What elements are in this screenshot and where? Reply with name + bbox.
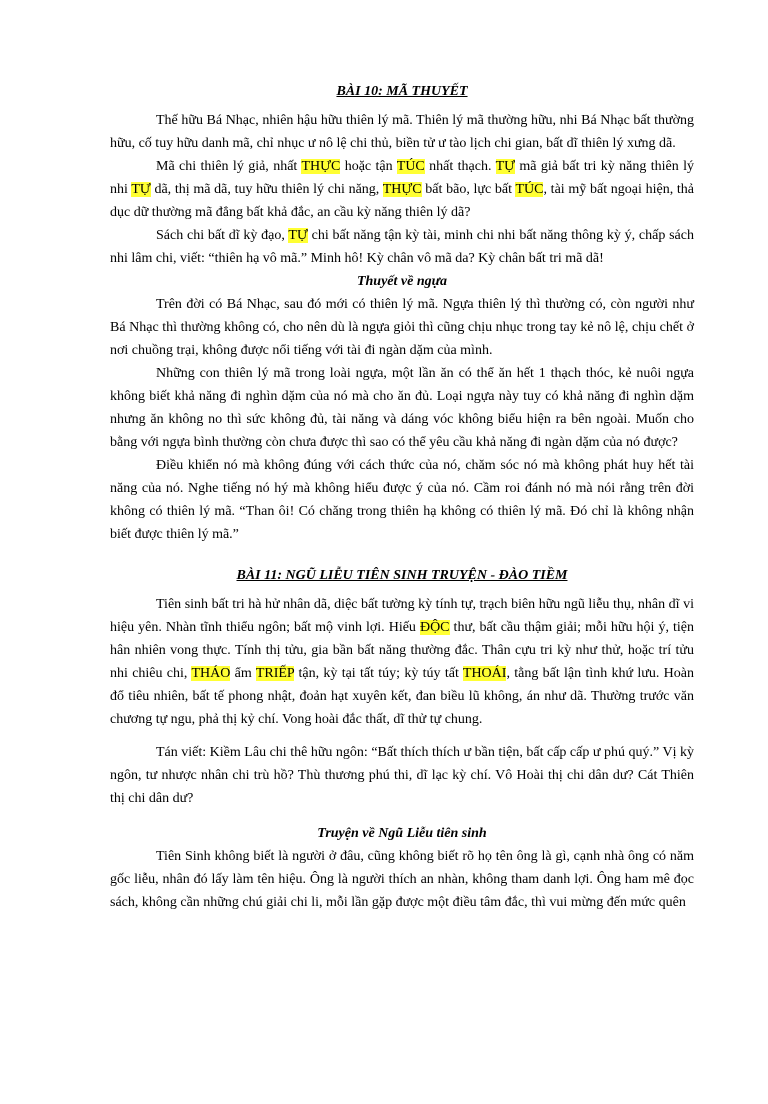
lesson-11-subtitle: Truyện về Ngũ Liễu tiên sinh bbox=[317, 826, 487, 841]
text-run: hoặc tận bbox=[340, 159, 397, 174]
highlighted-word: THÁO bbox=[191, 666, 231, 681]
lesson-10-subtitle: Thuyết về ngựa bbox=[356, 274, 448, 289]
text-run: bất bão, lực bất bbox=[421, 182, 516, 197]
text-run: tận, kỳ tại tất túy; kỳ túy tất bbox=[294, 666, 463, 681]
lesson-10-paragraph-6: Điều khiển nó mà không đúng với cách thức của nó, chăm sóc nó mà không phát huy hết tài năng của nó. Nghe tiếng nó hý mà không hiểu được ý của nó. Cầm roi đánh nó mà nói rằng trên đời không có thiên lý mã. “Than ôi! Có chăng trong thiên hạ không có thiên lý mã. Đó chỉ là không nhận biết được thiên lý mã.” bbox=[110, 458, 694, 542]
highlighted-word: THỰC bbox=[382, 182, 422, 197]
text-run: Mã chi thiên lý giả, nhất bbox=[156, 159, 302, 174]
text-run: , tài mỹ bất ngoại hiện, thả dục dữ thường mã đẳng bất khả đắc, an cầu kỳ năng thiên lý dã? bbox=[110, 182, 694, 220]
document-page bbox=[0, 80, 768, 1104]
text-run: mã giả bất tri kỳ năng thiên lý nhi bbox=[110, 159, 694, 197]
text-run: nhất thạch. bbox=[424, 159, 496, 174]
highlighted-word: TÚC bbox=[515, 182, 544, 197]
text-run: dã, thị mã dã, tuy hữu thiên lý chi năng, bbox=[150, 182, 383, 197]
highlighted-word: TỰ bbox=[495, 159, 516, 174]
highlighted-word: TÚC bbox=[396, 159, 425, 174]
text-run: Tiên sinh bất tri hà hử nhân dã, diệc bất tường kỳ tính tự, trạch biên hữu ngũ liễu thụ, nhân dĩ vi hiệu yên. Nhàn tĩnh thiểu ngôn; bất mộ vinh lợi. Hiếu bbox=[110, 597, 694, 635]
lesson-11-title: BÀI 11: NGŨ LIỄU TIÊN SINH TRUYỆN - ĐÀO TIỀM bbox=[236, 568, 568, 583]
text-run: , tằng bất lận tình khứ lưu. Hoàn đổ tiêu nhiên, bất tế phong nhật, đoản hạt xuyên kết, đan biều lũ không, án như dã. Thường trước văn chương tự ngu, phả thị kỷ chí. Vong hoài đắc thất, dĩ thử tự chung. bbox=[110, 666, 695, 727]
lesson-11-paragraph-2: Tán viết: Kiềm Lâu chi thê hữu ngôn: “Bất thích thích ư bần tiện, bất cấp cấp ư phú quý.” Vị kỳ ngôn, tư nhược nhân chi trù hồ? Thù thương phú thi, dĩ lạc kỳ chí. Vô Hoài thị chi dân dư? Cát Thiên thị chi dân dư? bbox=[110, 745, 694, 806]
lesson-10-paragraph-2 bbox=[110, 155, 694, 224]
lesson-10-paragraph-1: Thế hữu Bá Nhạc, nhiên hậu hữu thiên lý mã. Thiên lý mã thường hữu, nhi Bá Nhạc bất thường hữu, cố tuy hữu danh mã, chỉ nhục ư nô lệ chi thủ, biền tử ư tào lịch chi gian, bất dĩ thiên lý xưng dã. bbox=[110, 113, 694, 151]
lesson-10-paragraph-5: Những con thiên lý mã trong loài ngựa, một lần ăn có thể ăn hết 1 thạch thóc, kẻ nuôi ngựa không biết khả năng đi nghìn dặm của nó mà cho ăn đủ. Loại ngựa này tuy có khả năng đi nghìn dặm nhưng ăn không no thì sức không đủ, tài năng và dáng vóc không biểu hiện ra bên ngoài. Muốn cho bằng với ngựa bình thường còn chưa được thì sao có thể yêu cầu khả năng đi ngàn dặm của nó được? bbox=[110, 366, 694, 450]
highlighted-word: ĐỘC bbox=[419, 620, 450, 635]
text-run: chi bất năng tận kỳ tài, minh chi nhi bất năng thông kỳ ý, chấp sách nhi lâm chi, viết: “thiên hạ vô mã.” Minh hô! Kỳ chân vô mã da? Kỳ chân bất tri mã dã! bbox=[110, 228, 694, 266]
highlighted-word: TRIẾP bbox=[255, 666, 295, 681]
text-run: thư, bất cầu thậm giải; mỗi hữu hội ý, tiện hân nhiên vong thực. Tính thị tửu, gia bần bất năng thường đắc. Thân cựu tri kỳ như thử, hoặc trí tửu nhi chiêu chi, bbox=[110, 620, 694, 681]
highlighted-word: TỰ bbox=[288, 228, 308, 243]
text-run: Sách chi bất dĩ kỳ đạo, bbox=[156, 228, 289, 243]
lesson-10-paragraph-3 bbox=[110, 224, 694, 270]
lesson-11-paragraph-3: Tiên Sinh không biết là người ở đâu, cũng không biết rõ họ tên ông là gì, cạnh nhà ông có năm gốc liễu, nhân đó lấy làm tên hiệu. Ông là người thích an nhàn, không tham danh lợi. Ông ham mê đọc sách, không cần những chú giải chi li, mỗi lần gặp được một điều tâm đắc, thì vui mừng đến mức quên bbox=[110, 849, 694, 910]
text-run: ẩm bbox=[230, 666, 256, 681]
page-text bbox=[110, 80, 694, 914]
highlighted-word: THỰC bbox=[301, 159, 341, 174]
lesson-10-title: BÀI 10: MÃ THUYẾT bbox=[336, 84, 468, 99]
lesson-10-paragraph-4: Trên đời có Bá Nhạc, sau đó mới có thiên lý mã. Ngựa thiên lý thì thường có, còn người như Bá Nhạc thì thường không có, cho nên dù là ngựa giỏi thì cũng chịu nhục trong tay kẻ nô lệ, chịu chết ở nơi chuồng trại, không được nổi tiếng với tài đi ngàn dặm của mình. bbox=[110, 297, 694, 358]
lesson-11-paragraph-1 bbox=[110, 593, 694, 731]
highlighted-word: THOÁI bbox=[462, 666, 507, 681]
highlighted-word: TỰ bbox=[131, 182, 151, 197]
